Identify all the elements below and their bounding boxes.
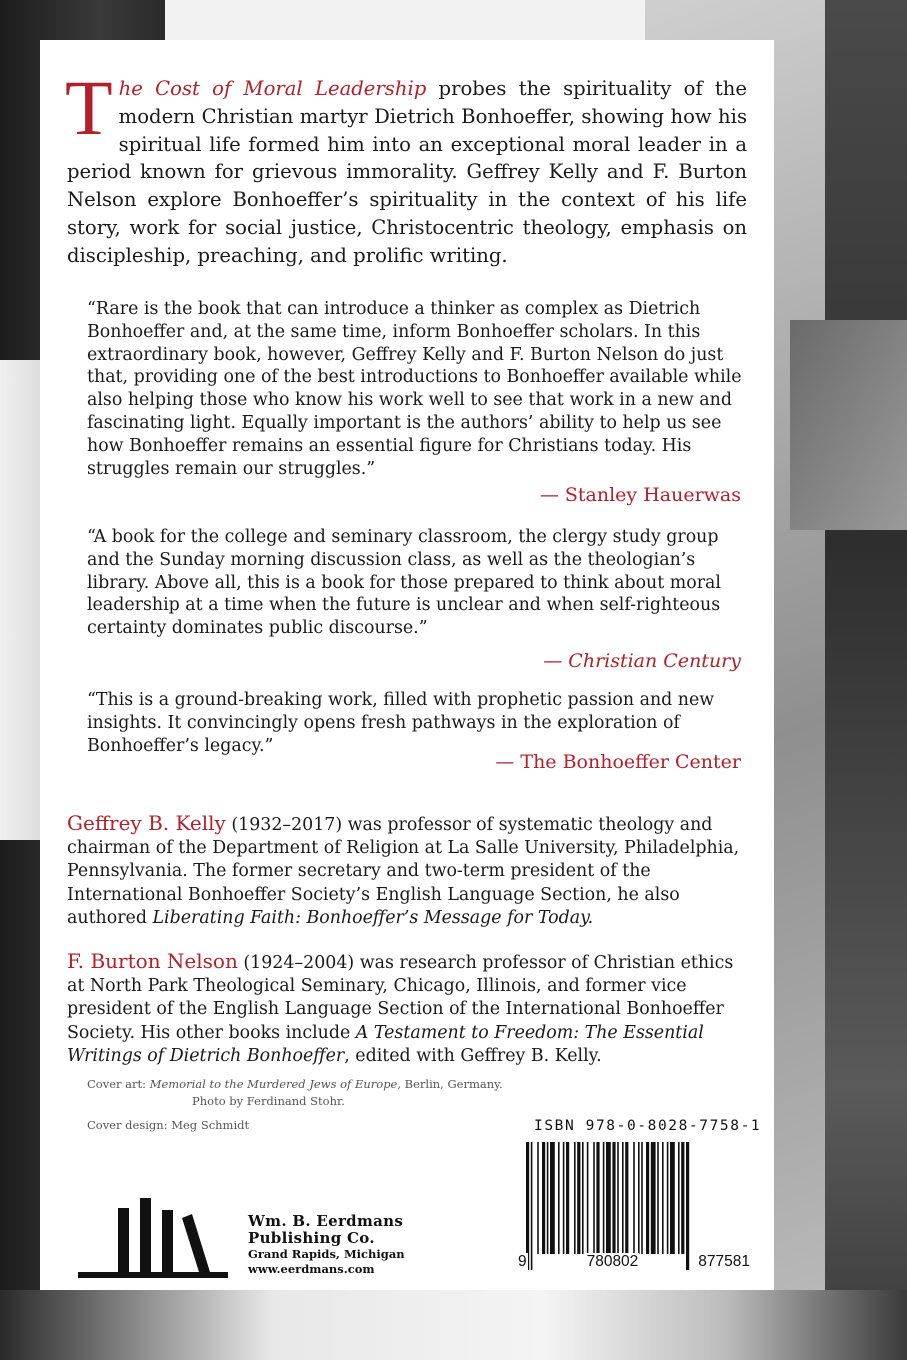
drop-cap: T <box>65 64 113 151</box>
bio-text: (1932–2017) was professor of systematic theology and chairman of the Department of Religion at La Salle University, Philadelphia, Pennsylvania. The former secretary and two-term president of the International Bonhoeffer Society’s English Language Section, he also authored <box>67 815 740 928</box>
publisher-logo-icon <box>78 1188 228 1278</box>
book-reference: Liberating Faith: Bonhoeffer’s Message for Today. <box>152 907 594 928</box>
bio-text: (1924–2004) was research professor of Christian ethics at North Park Theological Seminary, Chicago, Illinois, and former vice president of the English Language Section of the International Bonhoeffer Society. His other books include <box>67 953 734 1043</box>
endorsement-quote: “This is a ground-breaking work, filled with prophetic passion and new insights. It convincingly opens fresh pathways in the exploration of Bonhoeffer’s legacy.” <box>87 690 715 756</box>
author-bio-nelson <box>67 950 747 1068</box>
publisher-name: Wm. B. Eerdmans <box>248 1212 404 1230</box>
author-name: Geffrey B. Kelly <box>67 811 226 835</box>
book-reference: A Testament to Freedom: The Essential Writings of Dietrich Bonhoeffer <box>67 1022 704 1066</box>
endorsement-attribution: — Stanley Hauerwas <box>539 484 741 506</box>
endorsement-quote: “A book for the college and seminary classroom, the clergy study group and the Sunday morning discussion class, as well as the theologian’s library. Above all, this is a book for those prepared to think about moral leadership at a time when the future is unclear and when self-righteous certainty dominates public discourse.” <box>87 527 721 639</box>
barcode-digit-group: 9 <box>518 1253 527 1270</box>
barcode-icon <box>522 1142 746 1270</box>
publisher-block <box>248 1213 405 1276</box>
artwork-place: , Berlin, Germany. <box>397 1077 503 1091</box>
barcode-digits <box>517 1253 751 1271</box>
cover-art-credit <box>87 1076 547 1110</box>
photo-credit: Photo by Ferdinand Stohr. <box>192 1094 345 1108</box>
cover-design-credit: Cover design: Meg Schmidt <box>87 1118 250 1132</box>
artwork-title: Memorial to the Murdered Jews of Europe <box>149 1077 398 1091</box>
endorsement-attribution: — Christian Century <box>543 650 741 672</box>
back-cover-panel <box>40 40 774 1290</box>
book-title: he Cost of Moral Leadership <box>118 77 427 100</box>
author-bio-kelly <box>67 812 747 930</box>
publisher-city: Grand Rapids, Michigan <box>248 1247 405 1261</box>
isbn-label: ISBN 978-0-8028-7758-1 <box>534 1118 762 1134</box>
background-slab <box>790 320 907 530</box>
book-description <box>65 64 747 270</box>
background-slab <box>825 0 907 1360</box>
endorsement-quote: “Rare is the book that can introduce a thinker as complex as Dietrich Bonhoeffer and, at the same time, inform Bonhoeffer scholars. In this extraordinary book, however, Geffrey Kelly and F. Burton Nelson do just that, providing one of the best introductions to Bonhoeffer available while also helping those who know his work well to see that work in a new and fascinating light. Equally important is the authors’ ability to help us see how Bonhoeffer remains an essential figure for Christians today. His struggles remain our struggles.” <box>87 299 742 479</box>
bio-tail: , edited with Geffrey B. Kelly. <box>344 1045 602 1066</box>
author-name: F. Burton Nelson <box>67 949 238 973</box>
background-slab <box>0 1290 907 1360</box>
credit-label: Cover art: <box>87 1077 150 1091</box>
barcode-digit-group: 877581 <box>698 1253 750 1270</box>
background-slab <box>165 0 645 40</box>
publisher-name-line2: Publishing Co. <box>248 1229 375 1247</box>
publisher-url: www.eerdmans.com <box>248 1262 375 1276</box>
endorsement-attribution: — The Bonhoeffer Center <box>495 751 741 773</box>
barcode-digit-group: 780802 <box>586 1253 639 1270</box>
description-text: probes the spirituality of the modern Christian martyr Dietrich Bonhoeffer, showing how his spiritual life formed him into an exceptional moral leader in a period known for grievous immorality. Geffrey Kelly and F. Burton Nelson explore Bonhoeffer’s spirituality in the context of his life story, work for social justice, Christocentric theology, emphasis on discipleship, preaching, and prolific writing. <box>67 77 747 267</box>
